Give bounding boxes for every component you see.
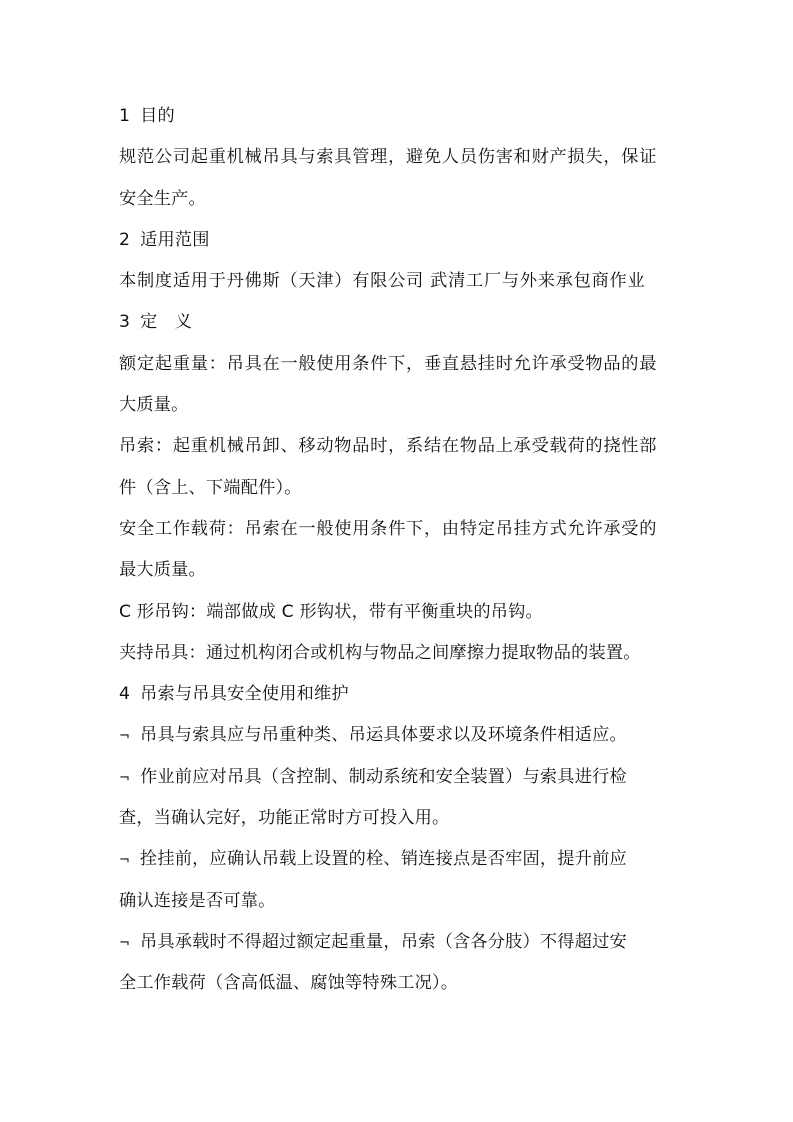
paragraph-line: 最大质量。 xyxy=(119,560,206,581)
bullet-icon: ¬ xyxy=(119,729,131,745)
paragraph-line: 额定起重量：吊具在一般使用条件下，垂直悬挂时允许承受物品的最 xyxy=(119,353,658,374)
bullet-item xyxy=(119,844,689,885)
section-number: 4 xyxy=(119,684,131,705)
bullet-icon: ¬ xyxy=(119,770,131,786)
section-heading-definitions xyxy=(119,307,689,348)
bullet-icon: ¬ xyxy=(119,935,131,951)
section-title: 定 义 xyxy=(140,312,198,333)
paragraph-line: 安全生产。 xyxy=(119,188,206,209)
paragraph-line: C 形吊钩：端部做成 C 形钩状，带有平衡重块的吊钩。 xyxy=(119,601,543,622)
bullet-icon: ¬ xyxy=(119,853,131,869)
paragraph-line: 确认连接是否可靠。 xyxy=(119,890,276,911)
section-title: 适用范围 xyxy=(140,229,210,250)
paragraph-line: 大质量。 xyxy=(119,395,189,416)
bullet-item xyxy=(119,762,689,803)
paragraph-line: 件（含上、下端配件）。 xyxy=(119,477,302,498)
section-title: 目的 xyxy=(140,106,175,126)
bullet-text: 拴挂前，应确认吊载上设置的栓、销连接点是否牢固，提升前应 xyxy=(140,849,627,870)
section-number: 2 xyxy=(119,229,131,250)
paragraph-line: 规范公司起重机械吊具与索具管理，避免人员伤害和财产损失，保证 xyxy=(119,147,658,168)
bullet-text: 吊具承载时不得超过额定起重量，吊索（含各分肢）不得超过安 xyxy=(140,931,627,952)
section-title: 吊索与吊具安全使用和维护 xyxy=(140,684,349,705)
section-number: 3 xyxy=(119,312,131,333)
bullet-text: 吊具与索具应与吊重种类、吊运具体要求以及环境条件相适应。 xyxy=(140,725,627,746)
paragraph-line: 查，当确认完好，功能正常时方可投入用。 xyxy=(119,808,450,829)
bullet-text: 作业前应对吊具（含控制、制动系统和安全装置）与索具进行检 xyxy=(140,766,627,787)
section-heading-purpose xyxy=(119,101,689,142)
bullet-item xyxy=(119,927,689,968)
paragraph-line: 安全工作载荷：吊索在一般使用条件下，由特定吊挂方式允许承受的 xyxy=(119,518,658,539)
bullet-item xyxy=(119,720,689,761)
paragraph-line: 本制度适用于丹佛斯（天津）有限公司 武清工厂与外来承包商作业 xyxy=(119,271,646,292)
paragraph-line: 夹持吊具：通过机构闭合或机构与物品之间摩擦力提取物品的装置。 xyxy=(119,642,641,663)
section-heading-usage-maintenance xyxy=(119,679,689,720)
paragraph-line: 吊索：起重机械吊卸、移动物品时，系结在物品上承受载荷的挠性部 xyxy=(119,436,658,457)
section-heading-scope xyxy=(119,225,689,266)
paragraph-line: 全工作载荷（含高低温、腐蚀等特殊工况）。 xyxy=(119,973,459,994)
section-number: 1 xyxy=(119,106,131,126)
document-body xyxy=(119,101,689,1010)
